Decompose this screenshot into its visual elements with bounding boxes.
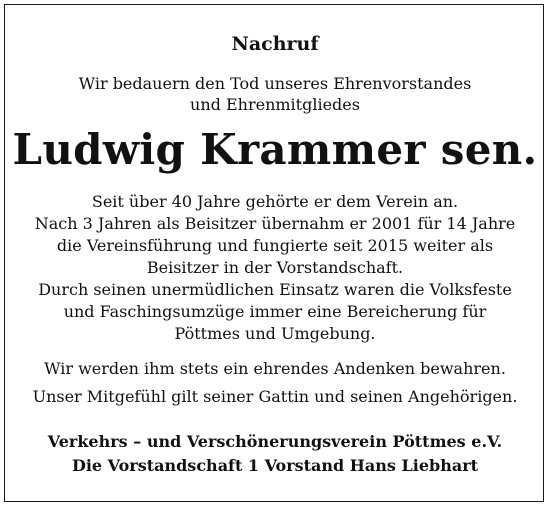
signature-block <box>0 430 550 478</box>
tribute-line: und Faschingsumzüge immer eine Bereicherung für <box>63 302 487 321</box>
intro-text <box>0 73 550 115</box>
condolence-text: Unser Mitgefühl gilt seiner Gattin und seinen Angehörigen. <box>32 387 518 406</box>
tribute-line: Seit über 40 Jahre gehörte er dem Verein an. <box>91 192 459 211</box>
tribute-line: Durch seinen unermüdlichen Einsatz waren die Volksfeste <box>38 280 512 299</box>
tribute-line: die Vereinsführung und fungierte seit 2015 weiter als <box>56 236 494 255</box>
tribute-line: Nach 3 Jahren als Beisitzer übernahm er 2001 für 14 Jahre <box>34 214 516 233</box>
notice-heading: Nachruf <box>231 33 319 55</box>
tribute-line: Beisitzer in der Vorstandschaft. <box>146 258 404 277</box>
tribute-line: Pöttmes und Umgebung. <box>174 324 376 343</box>
intro-line: und Ehrenmitgliedes <box>190 95 360 114</box>
tribute-text <box>0 191 550 345</box>
remembrance-text: Wir werden ihm stets ein ehrendes Andenken bewahren. <box>44 359 506 378</box>
signature-line: Die Vorstandschaft 1 Vorstand Hans Liebhart <box>71 456 479 475</box>
intro-line: Wir bedauern den Tod unseres Ehrenvorstandes <box>78 74 472 93</box>
signature-line: Verkehrs – und Verschönerungsverein Pöttmes e.V. <box>47 432 503 451</box>
deceased-name: Ludwig Krammer sen. <box>12 125 538 174</box>
